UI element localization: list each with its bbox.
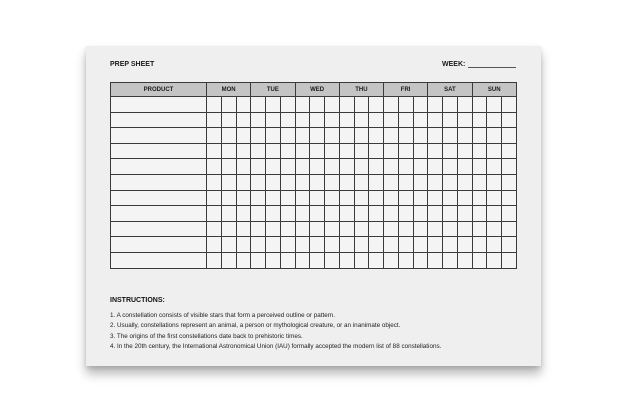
day-cell[interactable] [251, 128, 266, 144]
day-cell[interactable] [472, 97, 487, 113]
day-cell[interactable] [295, 112, 310, 128]
day-cell[interactable] [236, 159, 251, 175]
day-cell[interactable] [457, 237, 472, 253]
product-cell[interactable] [111, 97, 207, 113]
day-cell[interactable] [339, 237, 354, 253]
day-cell[interactable] [369, 112, 384, 128]
day-cell[interactable] [457, 206, 472, 222]
day-cell[interactable] [251, 112, 266, 128]
product-cell[interactable] [111, 252, 207, 268]
day-cell[interactable] [428, 190, 443, 206]
column-header-sun: SUN [472, 83, 517, 97]
day-cell[interactable] [266, 206, 281, 222]
day-cell[interactable] [295, 190, 310, 206]
table-row [111, 174, 517, 190]
day-cell[interactable] [266, 128, 281, 144]
day-cell[interactable] [398, 206, 413, 222]
day-cell[interactable] [502, 143, 517, 159]
day-cell[interactable] [384, 97, 399, 113]
day-cell[interactable] [221, 190, 236, 206]
day-cell[interactable] [325, 159, 340, 175]
day-cell[interactable] [413, 237, 428, 253]
day-cell[interactable] [280, 159, 295, 175]
day-cell[interactable] [325, 190, 340, 206]
day-cell[interactable] [236, 112, 251, 128]
day-cell[interactable] [354, 174, 369, 190]
table-body [111, 97, 517, 269]
day-cell[interactable] [472, 128, 487, 144]
day-cell[interactable] [472, 206, 487, 222]
day-cell[interactable] [251, 190, 266, 206]
day-cell[interactable] [280, 237, 295, 253]
day-cell[interactable] [221, 206, 236, 222]
day-cell[interactable] [487, 143, 502, 159]
day-cell[interactable] [487, 237, 502, 253]
day-cell[interactable] [398, 159, 413, 175]
day-cell[interactable] [339, 174, 354, 190]
day-cell[interactable] [428, 174, 443, 190]
day-cell[interactable] [295, 159, 310, 175]
day-cell[interactable] [207, 112, 222, 128]
product-cell[interactable] [111, 237, 207, 253]
day-cell[interactable] [207, 206, 222, 222]
day-cell[interactable] [266, 221, 281, 237]
day-cell[interactable] [339, 221, 354, 237]
week-input-line[interactable] [468, 67, 516, 68]
day-cell[interactable] [207, 221, 222, 237]
day-cell[interactable] [295, 97, 310, 113]
day-cell[interactable] [221, 128, 236, 144]
day-cell[interactable] [502, 206, 517, 222]
day-cell[interactable] [354, 190, 369, 206]
instruction-item: 3. The origins of the first constellations date back to prehistoric times. [110, 332, 303, 340]
day-cell[interactable] [428, 128, 443, 144]
day-cell[interactable] [487, 190, 502, 206]
day-cell[interactable] [339, 143, 354, 159]
day-cell[interactable] [310, 221, 325, 237]
day-cell[interactable] [472, 237, 487, 253]
day-cell[interactable] [207, 237, 222, 253]
day-cell[interactable] [398, 174, 413, 190]
table-header-row [111, 83, 517, 97]
product-cell[interactable] [111, 143, 207, 159]
day-cell[interactable] [207, 252, 222, 268]
day-cell[interactable] [384, 190, 399, 206]
day-cell[interactable] [221, 174, 236, 190]
day-cell[interactable] [310, 112, 325, 128]
day-cell[interactable] [398, 252, 413, 268]
day-cell[interactable] [295, 174, 310, 190]
day-cell[interactable] [251, 206, 266, 222]
week-label: WEEK: [442, 61, 466, 68]
day-cell[interactable] [369, 206, 384, 222]
day-cell[interactable] [428, 221, 443, 237]
day-cell[interactable] [251, 221, 266, 237]
table-row [111, 159, 517, 175]
day-cell[interactable] [251, 237, 266, 253]
day-cell[interactable] [266, 159, 281, 175]
day-cell[interactable] [251, 159, 266, 175]
product-cell[interactable] [111, 159, 207, 175]
product-cell[interactable] [111, 128, 207, 144]
day-cell[interactable] [310, 97, 325, 113]
day-cell[interactable] [339, 97, 354, 113]
day-cell[interactable] [457, 159, 472, 175]
day-cell[interactable] [398, 112, 413, 128]
day-cell[interactable] [472, 252, 487, 268]
day-cell[interactable] [369, 97, 384, 113]
day-cell[interactable] [251, 174, 266, 190]
instruction-item: 1. A constellation consists of visible stars that form a perceived outline or pattern. [110, 312, 336, 319]
day-cell[interactable] [280, 252, 295, 268]
day-cell[interactable] [369, 221, 384, 237]
day-cell[interactable] [207, 97, 222, 113]
day-cell[interactable] [354, 252, 369, 268]
day-cell[interactable] [428, 143, 443, 159]
day-cell[interactable] [472, 190, 487, 206]
day-cell[interactable] [502, 221, 517, 237]
day-cell[interactable] [354, 143, 369, 159]
day-cell[interactable] [443, 206, 458, 222]
day-cell[interactable] [413, 190, 428, 206]
day-cell[interactable] [457, 112, 472, 128]
day-cell[interactable] [295, 237, 310, 253]
day-cell[interactable] [384, 237, 399, 253]
day-cell[interactable] [354, 237, 369, 253]
day-cell[interactable] [354, 221, 369, 237]
day-cell[interactable] [384, 221, 399, 237]
day-cell[interactable] [413, 128, 428, 144]
day-cell[interactable] [398, 97, 413, 113]
day-cell[interactable] [280, 128, 295, 144]
day-cell[interactable] [310, 143, 325, 159]
table-row [111, 143, 517, 159]
day-cell[interactable] [487, 206, 502, 222]
day-cell[interactable] [384, 159, 399, 175]
day-cell[interactable] [457, 143, 472, 159]
day-cell[interactable] [280, 112, 295, 128]
day-cell[interactable] [325, 237, 340, 253]
day-cell[interactable] [266, 97, 281, 113]
instruction-item: 2. Usually, constellations represent an animal, a person or mythological creature, or an inanimate object. [110, 322, 401, 330]
day-cell[interactable] [339, 159, 354, 175]
day-cell[interactable] [487, 112, 502, 128]
day-cell[interactable] [236, 97, 251, 113]
column-header-sat: SAT [428, 83, 472, 97]
day-cell[interactable] [207, 159, 222, 175]
day-cell[interactable] [280, 97, 295, 113]
day-cell[interactable] [502, 237, 517, 253]
day-cell[interactable] [310, 190, 325, 206]
day-cell[interactable] [310, 128, 325, 144]
day-cell[interactable] [398, 190, 413, 206]
instructions-title: INSTRUCTIONS: [110, 297, 165, 304]
day-cell[interactable] [251, 143, 266, 159]
day-cell[interactable] [457, 97, 472, 113]
day-cell[interactable] [457, 221, 472, 237]
day-cell[interactable] [310, 252, 325, 268]
day-cell[interactable] [502, 252, 517, 268]
day-cell[interactable] [384, 206, 399, 222]
day-cell[interactable] [325, 112, 340, 128]
day-cell[interactable] [295, 221, 310, 237]
day-cell[interactable] [236, 128, 251, 144]
day-cell[interactable] [339, 112, 354, 128]
day-cell[interactable] [384, 174, 399, 190]
day-cell[interactable] [310, 174, 325, 190]
day-cell[interactable] [413, 174, 428, 190]
day-cell[interactable] [413, 221, 428, 237]
day-cell[interactable] [457, 128, 472, 144]
day-cell[interactable] [398, 237, 413, 253]
product-cell[interactable] [111, 221, 207, 237]
day-cell[interactable] [502, 190, 517, 206]
table-row [111, 190, 517, 206]
day-cell[interactable] [236, 190, 251, 206]
day-cell[interactable] [310, 206, 325, 222]
day-cell[interactable] [384, 143, 399, 159]
day-cell[interactable] [428, 206, 443, 222]
day-cell[interactable] [354, 97, 369, 113]
day-cell[interactable] [339, 190, 354, 206]
day-cell[interactable] [310, 237, 325, 253]
day-cell[interactable] [384, 112, 399, 128]
day-cell[interactable] [221, 237, 236, 253]
day-cell[interactable] [487, 97, 502, 113]
day-cell[interactable] [413, 159, 428, 175]
table-row [111, 128, 517, 144]
day-cell[interactable] [339, 252, 354, 268]
day-cell[interactable] [413, 112, 428, 128]
day-cell[interactable] [354, 112, 369, 128]
day-cell[interactable] [487, 221, 502, 237]
column-header-tue: TUE [251, 83, 295, 97]
day-cell[interactable] [325, 221, 340, 237]
day-cell[interactable] [251, 252, 266, 268]
day-cell[interactable] [221, 252, 236, 268]
page-title: PREP SHEET [110, 61, 155, 68]
instruction-item: 4. In the 20th century, the International Astronomical Union (IAU) formally accepted the modern list of 88 constellations. [110, 342, 442, 350]
day-cell[interactable] [325, 206, 340, 222]
day-cell[interactable] [325, 97, 340, 113]
day-cell[interactable] [443, 221, 458, 237]
day-cell[interactable] [398, 221, 413, 237]
day-cell[interactable] [428, 252, 443, 268]
day-cell[interactable] [280, 190, 295, 206]
day-cell[interactable] [472, 143, 487, 159]
table-row [111, 206, 517, 222]
column-header-mon: MON [207, 83, 251, 97]
product-cell[interactable] [111, 174, 207, 190]
day-cell[interactable] [457, 190, 472, 206]
day-cell[interactable] [502, 97, 517, 113]
day-cell[interactable] [280, 174, 295, 190]
table-row [111, 112, 517, 128]
day-cell[interactable] [487, 128, 502, 144]
day-cell[interactable] [487, 159, 502, 175]
day-cell[interactable] [443, 190, 458, 206]
day-cell[interactable] [207, 143, 222, 159]
day-cell[interactable] [266, 174, 281, 190]
day-cell[interactable] [280, 143, 295, 159]
day-cell[interactable] [428, 97, 443, 113]
day-cell[interactable] [207, 128, 222, 144]
day-cell[interactable] [295, 252, 310, 268]
day-cell[interactable] [369, 252, 384, 268]
day-cell[interactable] [369, 237, 384, 253]
day-cell[interactable] [266, 190, 281, 206]
day-cell[interactable] [369, 143, 384, 159]
day-cell[interactable] [457, 252, 472, 268]
day-cell[interactable] [457, 174, 472, 190]
day-cell[interactable] [221, 112, 236, 128]
table-row [111, 252, 517, 268]
table-row [111, 237, 517, 253]
day-cell[interactable] [443, 174, 458, 190]
day-cell[interactable] [472, 221, 487, 237]
day-cell[interactable] [502, 174, 517, 190]
day-cell[interactable] [354, 159, 369, 175]
day-cell[interactable] [472, 112, 487, 128]
day-cell[interactable] [413, 143, 428, 159]
day-cell[interactable] [207, 174, 222, 190]
day-cell[interactable] [325, 174, 340, 190]
day-cell[interactable] [502, 112, 517, 128]
day-cell[interactable] [325, 128, 340, 144]
column-header-product: PRODUCT [111, 83, 207, 97]
column-header-fri: FRI [384, 83, 428, 97]
day-cell[interactable] [236, 206, 251, 222]
day-cell[interactable] [443, 128, 458, 144]
day-cell[interactable] [443, 237, 458, 253]
day-cell[interactable] [428, 112, 443, 128]
day-cell[interactable] [236, 143, 251, 159]
day-cell[interactable] [443, 252, 458, 268]
prep-sheet-card [86, 46, 541, 366]
day-cell[interactable] [443, 112, 458, 128]
day-cell[interactable] [221, 143, 236, 159]
product-cell[interactable] [111, 112, 207, 128]
day-cell[interactable] [487, 174, 502, 190]
instructions-list [110, 311, 530, 352]
day-cell[interactable] [295, 128, 310, 144]
day-cell[interactable] [295, 206, 310, 222]
day-cell[interactable] [472, 159, 487, 175]
day-cell[interactable] [354, 128, 369, 144]
day-cell[interactable] [443, 97, 458, 113]
day-cell[interactable] [428, 159, 443, 175]
day-cell[interactable] [325, 252, 340, 268]
day-cell[interactable] [487, 252, 502, 268]
day-cell[interactable] [325, 143, 340, 159]
day-cell[interactable] [236, 174, 251, 190]
table-row [111, 97, 517, 113]
day-cell[interactable] [384, 128, 399, 144]
day-cell[interactable] [280, 221, 295, 237]
day-cell[interactable] [266, 143, 281, 159]
day-cell[interactable] [502, 128, 517, 144]
day-cell[interactable] [236, 221, 251, 237]
day-cell[interactable] [413, 252, 428, 268]
day-cell[interactable] [280, 206, 295, 222]
day-cell[interactable] [398, 128, 413, 144]
day-cell[interactable] [369, 128, 384, 144]
column-header-wed: WED [295, 83, 339, 97]
day-cell[interactable] [251, 97, 266, 113]
day-cell[interactable] [266, 252, 281, 268]
day-cell[interactable] [413, 206, 428, 222]
day-cell[interactable] [339, 128, 354, 144]
day-cell[interactable] [266, 112, 281, 128]
day-cell[interactable] [428, 237, 443, 253]
day-cell[interactable] [354, 206, 369, 222]
day-cell[interactable] [236, 237, 251, 253]
column-header-thu: THU [339, 83, 383, 97]
table-row [111, 221, 517, 237]
day-cell[interactable] [369, 190, 384, 206]
day-cell[interactable] [221, 159, 236, 175]
day-cell[interactable] [207, 190, 222, 206]
day-cell[interactable] [221, 97, 236, 113]
day-cell[interactable] [384, 252, 399, 268]
day-cell[interactable] [443, 159, 458, 175]
day-cell[interactable] [236, 252, 251, 268]
day-cell[interactable] [398, 143, 413, 159]
day-cell[interactable] [266, 237, 281, 253]
day-cell[interactable] [472, 174, 487, 190]
product-cell[interactable] [111, 190, 207, 206]
prep-table [110, 82, 517, 269]
day-cell[interactable] [443, 143, 458, 159]
day-cell[interactable] [339, 206, 354, 222]
day-cell[interactable] [369, 174, 384, 190]
product-cell[interactable] [111, 206, 207, 222]
day-cell[interactable] [221, 221, 236, 237]
day-cell[interactable] [369, 159, 384, 175]
day-cell[interactable] [310, 159, 325, 175]
day-cell[interactable] [502, 159, 517, 175]
day-cell[interactable] [413, 97, 428, 113]
day-cell[interactable] [295, 143, 310, 159]
